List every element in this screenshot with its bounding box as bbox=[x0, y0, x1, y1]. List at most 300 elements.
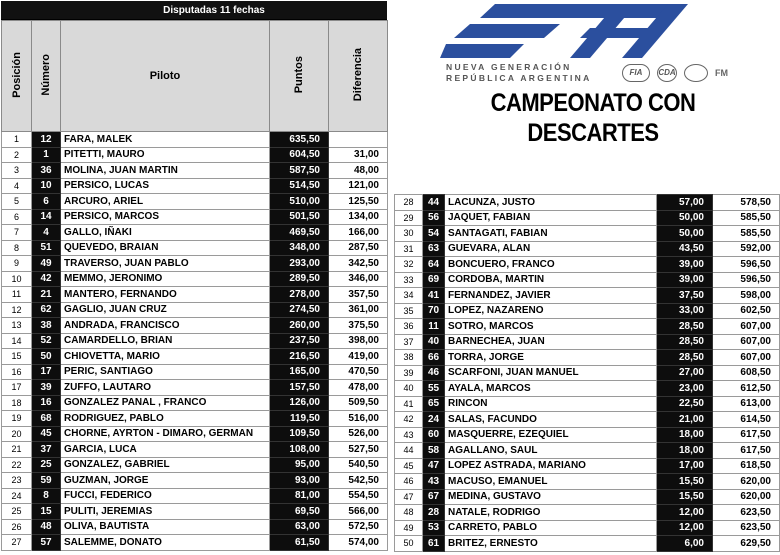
crest-logo-icon bbox=[684, 64, 708, 82]
number-cell: 40 bbox=[423, 334, 445, 350]
points-cell: 57,00 bbox=[657, 195, 713, 211]
position-cell: 33 bbox=[395, 272, 423, 288]
table-row bbox=[395, 474, 780, 490]
cda-logo-icon: CDA bbox=[657, 64, 677, 82]
difference-cell: 620,00 bbox=[713, 474, 780, 490]
points-cell: 69,50 bbox=[270, 504, 329, 520]
standings-table-left bbox=[1, 1, 387, 551]
points-cell: 18,00 bbox=[657, 427, 713, 443]
table-row bbox=[2, 287, 388, 303]
points-cell: 348,00 bbox=[270, 240, 329, 256]
position-cell: 50 bbox=[395, 536, 423, 552]
table-row bbox=[2, 442, 388, 458]
points-cell: 293,00 bbox=[270, 256, 329, 272]
table-row bbox=[2, 194, 388, 210]
table-row bbox=[395, 334, 780, 350]
points-cell: 109,50 bbox=[270, 426, 329, 442]
driver-name-cell: TRAVERSO, JUAN PABLO bbox=[61, 256, 270, 272]
points-cell: 39,00 bbox=[657, 257, 713, 273]
table-row bbox=[395, 210, 780, 226]
points-cell: 33,00 bbox=[657, 303, 713, 319]
points-cell: 22,50 bbox=[657, 396, 713, 412]
difference-cell: 614,50 bbox=[713, 412, 780, 428]
table-row bbox=[395, 443, 780, 459]
number-cell: 4 bbox=[32, 225, 61, 241]
number-cell: 21 bbox=[32, 287, 61, 303]
position-cell: 38 bbox=[395, 350, 423, 366]
difference-cell: 617,50 bbox=[713, 443, 780, 459]
table-row bbox=[395, 489, 780, 505]
table-row bbox=[2, 395, 388, 411]
driver-name-cell: LOPEZ, NAZARENO bbox=[445, 303, 657, 319]
position-cell: 23 bbox=[2, 473, 32, 489]
driver-name-cell: PERSICO, LUCAS bbox=[61, 178, 270, 194]
table-row bbox=[2, 147, 388, 163]
driver-name-cell: CAMARDELLO, BRIAN bbox=[61, 333, 270, 349]
number-cell: 15 bbox=[32, 504, 61, 520]
difference-cell: 31,00 bbox=[329, 147, 388, 163]
points-cell: 216,50 bbox=[270, 349, 329, 365]
driver-name-cell: GAGLIO, JUAN CRUZ bbox=[61, 302, 270, 318]
header-piloto: Piloto bbox=[61, 21, 270, 132]
table-row bbox=[395, 241, 780, 257]
difference-cell: 121,00 bbox=[329, 178, 388, 194]
points-cell: 50,00 bbox=[657, 226, 713, 242]
difference-cell: 516,00 bbox=[329, 411, 388, 427]
driver-name-cell: FUCCI, FEDERICO bbox=[61, 488, 270, 504]
points-cell: 587,50 bbox=[270, 163, 329, 179]
position-cell: 6 bbox=[2, 209, 32, 225]
table-row bbox=[2, 519, 388, 535]
table-row bbox=[2, 256, 388, 272]
driver-name-cell: MACUSO, EMANUEL bbox=[445, 474, 657, 490]
table-row bbox=[395, 319, 780, 335]
difference-cell: 398,00 bbox=[329, 333, 388, 349]
position-cell: 12 bbox=[2, 302, 32, 318]
number-cell: 57 bbox=[32, 535, 61, 551]
driver-name-cell: BRITEZ, ERNESTO bbox=[445, 536, 657, 552]
driver-name-cell: SANTAGATI, FABIAN bbox=[445, 226, 657, 242]
position-cell: 32 bbox=[395, 257, 423, 273]
difference-cell: 612,50 bbox=[713, 381, 780, 397]
number-cell: 52 bbox=[32, 333, 61, 349]
difference-cell: 470,50 bbox=[329, 364, 388, 380]
standings-table-right bbox=[394, 194, 780, 552]
subtitle: Disputadas 11 fechas bbox=[163, 5, 265, 16]
difference-cell: 566,00 bbox=[329, 504, 388, 520]
number-cell: 8 bbox=[32, 488, 61, 504]
position-cell: 22 bbox=[2, 457, 32, 473]
points-cell: 237,50 bbox=[270, 333, 329, 349]
points-cell: 27,00 bbox=[657, 365, 713, 381]
position-cell: 24 bbox=[2, 488, 32, 504]
table-row bbox=[2, 271, 388, 287]
difference-cell: 617,50 bbox=[713, 427, 780, 443]
difference-cell: 361,00 bbox=[329, 302, 388, 318]
table-row bbox=[2, 457, 388, 473]
difference-cell: 125,50 bbox=[329, 194, 388, 210]
difference-cell: 346,00 bbox=[329, 271, 388, 287]
fia-logo-icon: FIA bbox=[622, 64, 650, 82]
difference-cell: 596,50 bbox=[713, 272, 780, 288]
number-cell: 46 bbox=[423, 365, 445, 381]
points-cell: 43,50 bbox=[657, 241, 713, 257]
driver-name-cell: TORRA, JORGE bbox=[445, 350, 657, 366]
driver-name-cell: CHORNE, AYRTON - DIMARO, GERMAN bbox=[61, 426, 270, 442]
difference-cell: 598,00 bbox=[713, 288, 780, 304]
points-cell: 260,00 bbox=[270, 318, 329, 334]
table-row bbox=[2, 240, 388, 256]
number-cell: 24 bbox=[423, 412, 445, 428]
driver-name-cell: CHIOVETTA, MARIO bbox=[61, 349, 270, 365]
difference-cell: 572,50 bbox=[329, 519, 388, 535]
difference-cell: 607,00 bbox=[713, 350, 780, 366]
points-cell: 514,50 bbox=[270, 178, 329, 194]
position-cell: 17 bbox=[2, 380, 32, 396]
position-cell: 1 bbox=[2, 132, 32, 148]
driver-name-cell: CARRETO, PABLO bbox=[445, 520, 657, 536]
number-cell: 55 bbox=[423, 381, 445, 397]
number-cell: 54 bbox=[423, 226, 445, 242]
position-cell: 10 bbox=[2, 271, 32, 287]
table-row bbox=[395, 536, 780, 552]
points-cell: 635,50 bbox=[270, 132, 329, 148]
table-row bbox=[395, 381, 780, 397]
difference-cell: 618,50 bbox=[713, 458, 780, 474]
header-diferencia: Diferencia bbox=[329, 21, 388, 132]
number-cell: 51 bbox=[32, 240, 61, 256]
difference-cell: 509,50 bbox=[329, 395, 388, 411]
position-cell: 43 bbox=[395, 427, 423, 443]
position-cell: 35 bbox=[395, 303, 423, 319]
position-cell: 20 bbox=[2, 426, 32, 442]
driver-name-cell: PERSICO, MARCOS bbox=[61, 209, 270, 225]
driver-name-cell: SALAS, FACUNDO bbox=[445, 412, 657, 428]
number-cell: 47 bbox=[423, 458, 445, 474]
driver-name-cell: SOTRO, MARCOS bbox=[445, 319, 657, 335]
driver-name-cell: AGALLANO, SAUL bbox=[445, 443, 657, 459]
number-cell: 68 bbox=[32, 411, 61, 427]
table-row bbox=[2, 380, 388, 396]
number-cell: 6 bbox=[32, 194, 61, 210]
table-row bbox=[2, 488, 388, 504]
points-cell: 37,50 bbox=[657, 288, 713, 304]
number-cell: 36 bbox=[32, 163, 61, 179]
driver-name-cell: BARNECHEA, JUAN bbox=[445, 334, 657, 350]
driver-name-cell: OLIVA, BAUTISTA bbox=[61, 519, 270, 535]
number-cell: 43 bbox=[423, 474, 445, 490]
driver-name-cell: LACUNZA, JUSTO bbox=[445, 195, 657, 211]
table-row bbox=[2, 132, 388, 148]
points-cell: 50,00 bbox=[657, 210, 713, 226]
standings-table bbox=[1, 20, 388, 551]
difference-cell: 602,50 bbox=[713, 303, 780, 319]
number-cell: 67 bbox=[423, 489, 445, 505]
table-row bbox=[2, 178, 388, 194]
difference-cell: 342,50 bbox=[329, 256, 388, 272]
logo-line1: NUEVA GENERACIÓN bbox=[446, 62, 572, 72]
points-cell: 28,50 bbox=[657, 350, 713, 366]
table-row bbox=[395, 427, 780, 443]
table-row bbox=[2, 318, 388, 334]
header-numero: Número bbox=[32, 21, 61, 132]
difference-cell: 419,00 bbox=[329, 349, 388, 365]
difference-cell: 540,50 bbox=[329, 457, 388, 473]
driver-name-cell: SCARFONI, JUAN MANUEL bbox=[445, 365, 657, 381]
points-cell: 119,50 bbox=[270, 411, 329, 427]
driver-name-cell: QUEVEDO, BRAIAN bbox=[61, 240, 270, 256]
number-cell: 65 bbox=[423, 396, 445, 412]
points-cell: 510,00 bbox=[270, 194, 329, 210]
table-row bbox=[2, 411, 388, 427]
table-row bbox=[395, 458, 780, 474]
table-row bbox=[2, 302, 388, 318]
difference-cell: 592,00 bbox=[713, 241, 780, 257]
difference-cell: 629,50 bbox=[713, 536, 780, 552]
points-cell: 126,00 bbox=[270, 395, 329, 411]
difference-cell: 623,50 bbox=[713, 505, 780, 521]
number-cell: 58 bbox=[423, 443, 445, 459]
number-cell: 53 bbox=[423, 520, 445, 536]
position-cell: 4 bbox=[2, 178, 32, 194]
difference-cell: 526,00 bbox=[329, 426, 388, 442]
header-puntos: Puntos bbox=[270, 21, 329, 132]
table-row bbox=[395, 412, 780, 428]
difference-cell: 608,50 bbox=[713, 365, 780, 381]
subtitle-bar bbox=[1, 1, 387, 20]
position-cell: 3 bbox=[2, 163, 32, 179]
number-cell: 45 bbox=[32, 426, 61, 442]
number-cell: 17 bbox=[32, 364, 61, 380]
driver-name-cell: GALLO, IÑAKI bbox=[61, 225, 270, 241]
driver-name-cell: BONCUERO, FRANCO bbox=[445, 257, 657, 273]
points-cell: 21,00 bbox=[657, 412, 713, 428]
logo-line2: REPÚBLICA ARGENTINA bbox=[446, 73, 592, 83]
difference-cell: 574,00 bbox=[329, 535, 388, 551]
position-cell: 19 bbox=[2, 411, 32, 427]
position-cell: 36 bbox=[395, 319, 423, 335]
number-cell: 64 bbox=[423, 257, 445, 273]
driver-name-cell: MOLINA, JUAN MARTIN bbox=[61, 163, 270, 179]
table-row bbox=[395, 226, 780, 242]
table-row bbox=[395, 365, 780, 381]
driver-name-cell: PULITI, JEREMIAS bbox=[61, 504, 270, 520]
driver-name-cell: LOPEZ ASTRADA, MARIANO bbox=[445, 458, 657, 474]
table-row bbox=[2, 163, 388, 179]
position-cell: 5 bbox=[2, 194, 32, 210]
difference-cell: 596,50 bbox=[713, 257, 780, 273]
position-cell: 28 bbox=[395, 195, 423, 211]
points-cell: 28,50 bbox=[657, 319, 713, 335]
position-cell: 8 bbox=[2, 240, 32, 256]
number-cell: 42 bbox=[32, 271, 61, 287]
driver-name-cell: FARA, MALEK bbox=[61, 132, 270, 148]
number-cell: 14 bbox=[32, 209, 61, 225]
points-cell: 501,50 bbox=[270, 209, 329, 225]
driver-name-cell: GUZMAN, JORGE bbox=[61, 473, 270, 489]
points-cell: 12,00 bbox=[657, 505, 713, 521]
position-cell: 9 bbox=[2, 256, 32, 272]
difference-cell: 357,50 bbox=[329, 287, 388, 303]
driver-name-cell: GONZALEZ PANAL , FRANCO bbox=[61, 395, 270, 411]
table-row bbox=[2, 426, 388, 442]
driver-name-cell: SALEMME, DONATO bbox=[61, 535, 270, 551]
table-row bbox=[395, 257, 780, 273]
position-cell: 49 bbox=[395, 520, 423, 536]
number-cell: 38 bbox=[32, 318, 61, 334]
difference-cell: 554,50 bbox=[329, 488, 388, 504]
position-cell: 7 bbox=[2, 225, 32, 241]
position-cell: 41 bbox=[395, 396, 423, 412]
driver-name-cell: GUEVARA, ALAN bbox=[445, 241, 657, 257]
number-cell: 59 bbox=[32, 473, 61, 489]
difference-cell bbox=[329, 132, 388, 148]
number-cell: 11 bbox=[423, 319, 445, 335]
table-row bbox=[2, 333, 388, 349]
difference-cell: 578,50 bbox=[713, 195, 780, 211]
difference-cell: 48,00 bbox=[329, 163, 388, 179]
number-cell: 1 bbox=[32, 147, 61, 163]
table-row bbox=[2, 225, 388, 241]
position-cell: 27 bbox=[2, 535, 32, 551]
points-cell: 157,50 bbox=[270, 380, 329, 396]
position-cell: 47 bbox=[395, 489, 423, 505]
number-cell: 49 bbox=[32, 256, 61, 272]
driver-name-cell: PITETTI, MAURO bbox=[61, 147, 270, 163]
points-cell: 165,00 bbox=[270, 364, 329, 380]
table-row bbox=[2, 364, 388, 380]
number-cell: 12 bbox=[32, 132, 61, 148]
position-cell: 15 bbox=[2, 349, 32, 365]
driver-name-cell: ARCURO, ARIEL bbox=[61, 194, 270, 210]
position-cell: 37 bbox=[395, 334, 423, 350]
table-row bbox=[395, 350, 780, 366]
driver-name-cell: PERIC, SANTIAGO bbox=[61, 364, 270, 380]
points-cell: 95,00 bbox=[270, 457, 329, 473]
driver-name-cell: ANDRADA, FRANCISCO bbox=[61, 318, 270, 334]
position-cell: 34 bbox=[395, 288, 423, 304]
position-cell: 48 bbox=[395, 505, 423, 521]
position-cell: 11 bbox=[2, 287, 32, 303]
position-cell: 18 bbox=[2, 395, 32, 411]
position-cell: 42 bbox=[395, 412, 423, 428]
driver-name-cell: MEMMO, JERONIMO bbox=[61, 271, 270, 287]
number-cell: 10 bbox=[32, 178, 61, 194]
table-row bbox=[395, 505, 780, 521]
position-cell: 40 bbox=[395, 381, 423, 397]
position-cell: 25 bbox=[2, 504, 32, 520]
points-cell: 63,00 bbox=[270, 519, 329, 535]
driver-name-cell: GONZALEZ, GABRIEL bbox=[61, 457, 270, 473]
points-cell: 469,50 bbox=[270, 225, 329, 241]
difference-cell: 613,00 bbox=[713, 396, 780, 412]
number-cell: 56 bbox=[423, 210, 445, 226]
points-cell: 278,00 bbox=[270, 287, 329, 303]
table-row bbox=[2, 473, 388, 489]
number-cell: 37 bbox=[32, 442, 61, 458]
driver-name-cell: MEDINA, GUSTAVO bbox=[445, 489, 657, 505]
driver-name-cell: NATALE, RODRIGO bbox=[445, 505, 657, 521]
number-cell: 41 bbox=[423, 288, 445, 304]
number-cell: 16 bbox=[32, 395, 61, 411]
number-cell: 70 bbox=[423, 303, 445, 319]
difference-cell: 607,00 bbox=[713, 319, 780, 335]
table-row bbox=[2, 504, 388, 520]
table-row bbox=[395, 396, 780, 412]
difference-cell: 478,00 bbox=[329, 380, 388, 396]
table-row bbox=[395, 520, 780, 536]
points-cell: 6,00 bbox=[657, 536, 713, 552]
difference-cell: 620,00 bbox=[713, 489, 780, 505]
number-cell: 61 bbox=[423, 536, 445, 552]
points-cell: 23,00 bbox=[657, 381, 713, 397]
number-cell: 48 bbox=[32, 519, 61, 535]
points-cell: 18,00 bbox=[657, 443, 713, 459]
table-row bbox=[395, 272, 780, 288]
points-cell: 289,50 bbox=[270, 271, 329, 287]
position-cell: 13 bbox=[2, 318, 32, 334]
number-cell: 44 bbox=[423, 195, 445, 211]
position-cell: 21 bbox=[2, 442, 32, 458]
driver-name-cell: GARCIA, LUCA bbox=[61, 442, 270, 458]
points-cell: 39,00 bbox=[657, 272, 713, 288]
points-cell: 61,50 bbox=[270, 535, 329, 551]
difference-cell: 166,00 bbox=[329, 225, 388, 241]
number-cell: 60 bbox=[423, 427, 445, 443]
difference-cell: 585,50 bbox=[713, 210, 780, 226]
table-row bbox=[395, 195, 780, 211]
table-row bbox=[395, 303, 780, 319]
points-cell: 17,00 bbox=[657, 458, 713, 474]
position-cell: 29 bbox=[395, 210, 423, 226]
position-cell: 14 bbox=[2, 333, 32, 349]
position-cell: 46 bbox=[395, 474, 423, 490]
championship-title: CAMPEONATO CON DESCARTES bbox=[490, 88, 696, 147]
difference-cell: 623,50 bbox=[713, 520, 780, 536]
driver-name-cell: JAQUET, FABIAN bbox=[445, 210, 657, 226]
position-cell: 39 bbox=[395, 365, 423, 381]
number-cell: 69 bbox=[423, 272, 445, 288]
points-cell: 28,50 bbox=[657, 334, 713, 350]
driver-name-cell: MASQUERRE, EZEQUIEL bbox=[445, 427, 657, 443]
points-cell: 15,50 bbox=[657, 474, 713, 490]
number-cell: 62 bbox=[32, 302, 61, 318]
points-cell: 12,00 bbox=[657, 520, 713, 536]
difference-cell: 585,50 bbox=[713, 226, 780, 242]
fm-logo-icon: FM bbox=[715, 68, 728, 78]
points-cell: 274,50 bbox=[270, 302, 329, 318]
number-cell: 39 bbox=[32, 380, 61, 396]
driver-name-cell: RINCON bbox=[445, 396, 657, 412]
driver-name-cell: MANTERO, FERNANDO bbox=[61, 287, 270, 303]
number-cell: 63 bbox=[423, 241, 445, 257]
number-cell: 25 bbox=[32, 457, 61, 473]
driver-name-cell: FERNANDEZ, JAVIER bbox=[445, 288, 657, 304]
position-cell: 16 bbox=[2, 364, 32, 380]
table-row bbox=[2, 209, 388, 225]
difference-cell: 527,50 bbox=[329, 442, 388, 458]
driver-name-cell: RODRIGUEZ, PABLO bbox=[61, 411, 270, 427]
number-cell: 28 bbox=[423, 505, 445, 521]
driver-name-cell: ZUFFO, LAUTARO bbox=[61, 380, 270, 396]
difference-cell: 375,50 bbox=[329, 318, 388, 334]
position-cell: 44 bbox=[395, 443, 423, 459]
position-cell: 26 bbox=[2, 519, 32, 535]
points-cell: 93,00 bbox=[270, 473, 329, 489]
position-cell: 2 bbox=[2, 147, 32, 163]
position-cell: 31 bbox=[395, 241, 423, 257]
difference-cell: 542,50 bbox=[329, 473, 388, 489]
